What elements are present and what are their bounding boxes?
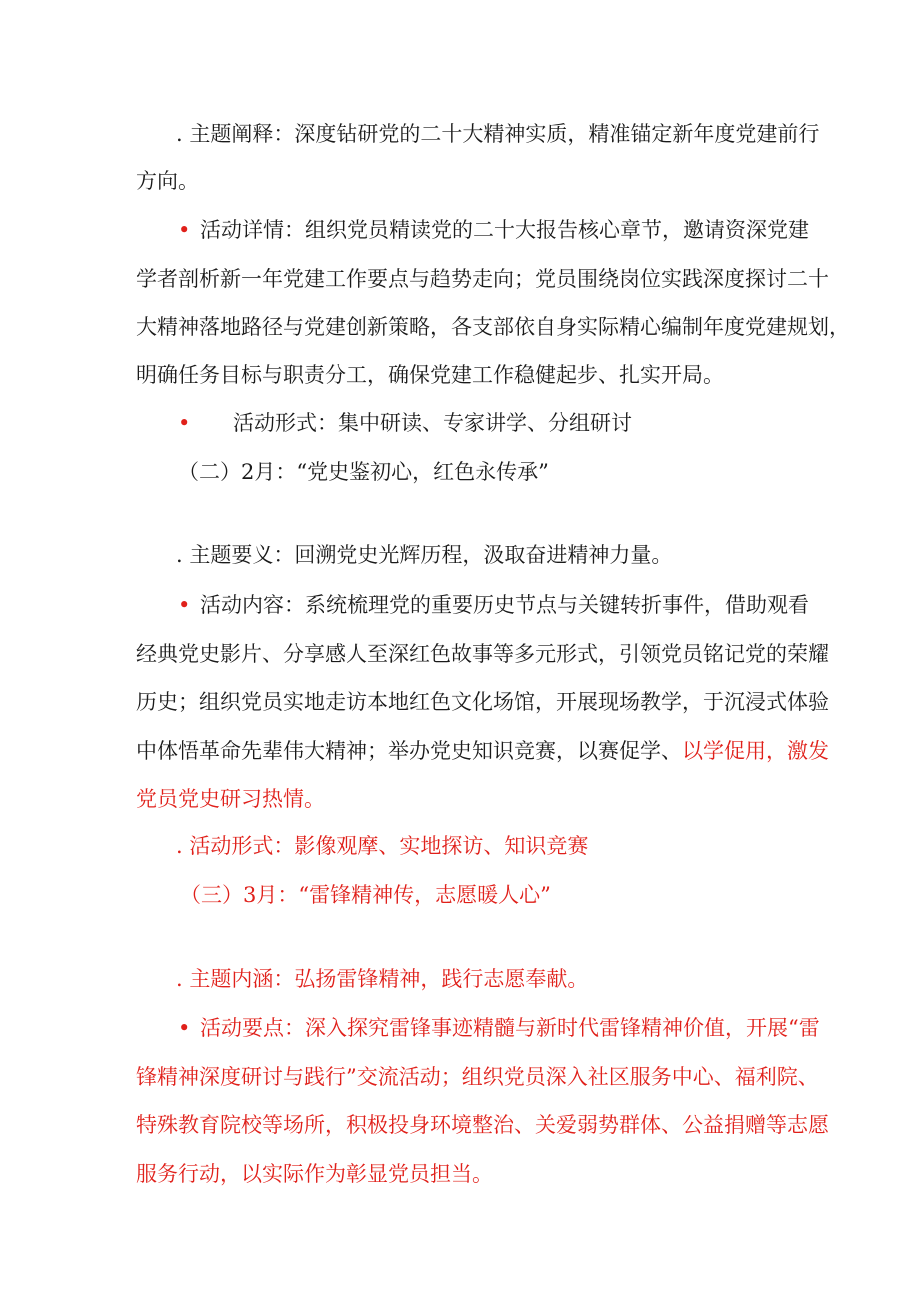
bullet-icon: • xyxy=(178,218,191,242)
activity-points-line-1: 活动要点：深入探究雷锋事迹精髓与新时代雷锋精神价值，开展“雷 xyxy=(200,1016,820,1040)
theme-connotation-line: . 主题内涵：弘扬雷锋精神，践行志愿奉献。 xyxy=(176,967,589,991)
activity-detail-line-3: 大精神落地路径与党建创新策略，各支部依自身实际精心编制年度党建规划， xyxy=(136,315,850,339)
activity-points-line-4: 服务行动，以实际作为彰显党员担当。 xyxy=(136,1162,493,1186)
activity-form-line: 活动形式：集中研读、专家讲学、分组研讨 xyxy=(233,411,632,435)
theme-explanation-line-2: 方向。 xyxy=(136,169,199,193)
theme-meaning-line: . 主题要义：回溯党史光辉历程，汲取奋进精神力量。 xyxy=(176,543,673,567)
bullet-icon: • xyxy=(178,593,191,617)
activity-content-line-1: 活动内容：系统梳理党的重要历史节点与关键转折事件，借助观看 xyxy=(200,593,809,617)
activity-points-line-2: 锋精神深度研讨与践行”交流活动；组织党员深入社区服务中心、福利院、 xyxy=(136,1065,819,1089)
activity-detail-line-4: 明确任务目标与职责分工，确保党建工作稳健起步、扎实开局。 xyxy=(136,363,724,387)
activity-content-line-2: 经典党史影片、分享感人至深红色故事等多元形式，引领党员铭记党的荣耀 xyxy=(136,642,829,666)
activity-points-line-3: 特殊教育院校等场所，积极投身环境整治、关爱弱势群体、公益捐赠等志愿 xyxy=(136,1113,829,1137)
bullet-icon: • xyxy=(178,411,191,435)
bullet-icon: • xyxy=(178,1016,191,1040)
activity-content-line-5: 党员党史研习热情。 xyxy=(136,787,325,811)
activity-content-line-4 xyxy=(136,737,829,765)
activity-detail-line-1: 活动详情：组织党员精读党的二十大报告核心章节，邀请资深党建 xyxy=(200,218,809,242)
activity-form-line: . 活动形式：影像观摩、实地探访、知识竞赛 xyxy=(176,834,589,858)
theme-explanation-line-1: . 主题阐释：深度钻研党的二十大精神实质，精准锚定新年度党建前行 xyxy=(176,122,820,146)
activity-detail-line-2: 学者剖析新一年党建工作要点与趋势走向；党员围绕岗位实践深度探讨二十 xyxy=(136,267,829,291)
section-heading-march: （三）3月：“雷锋精神传，志愿暖人心” xyxy=(180,883,551,907)
section-heading-february: （二）2月：“党史鉴初心，红色永传承” xyxy=(178,460,549,484)
activity-content-line-4-black: 中体悟革命先辈伟大精神；举办党史知识竞赛，以赛促学、 xyxy=(136,739,682,763)
activity-content-line-4-red: 以学促用，激发 xyxy=(682,739,829,763)
activity-content-line-3: 历史；组织党员实地走访本地红色文化场馆，开展现场教学，于沉浸式体验 xyxy=(136,690,829,714)
